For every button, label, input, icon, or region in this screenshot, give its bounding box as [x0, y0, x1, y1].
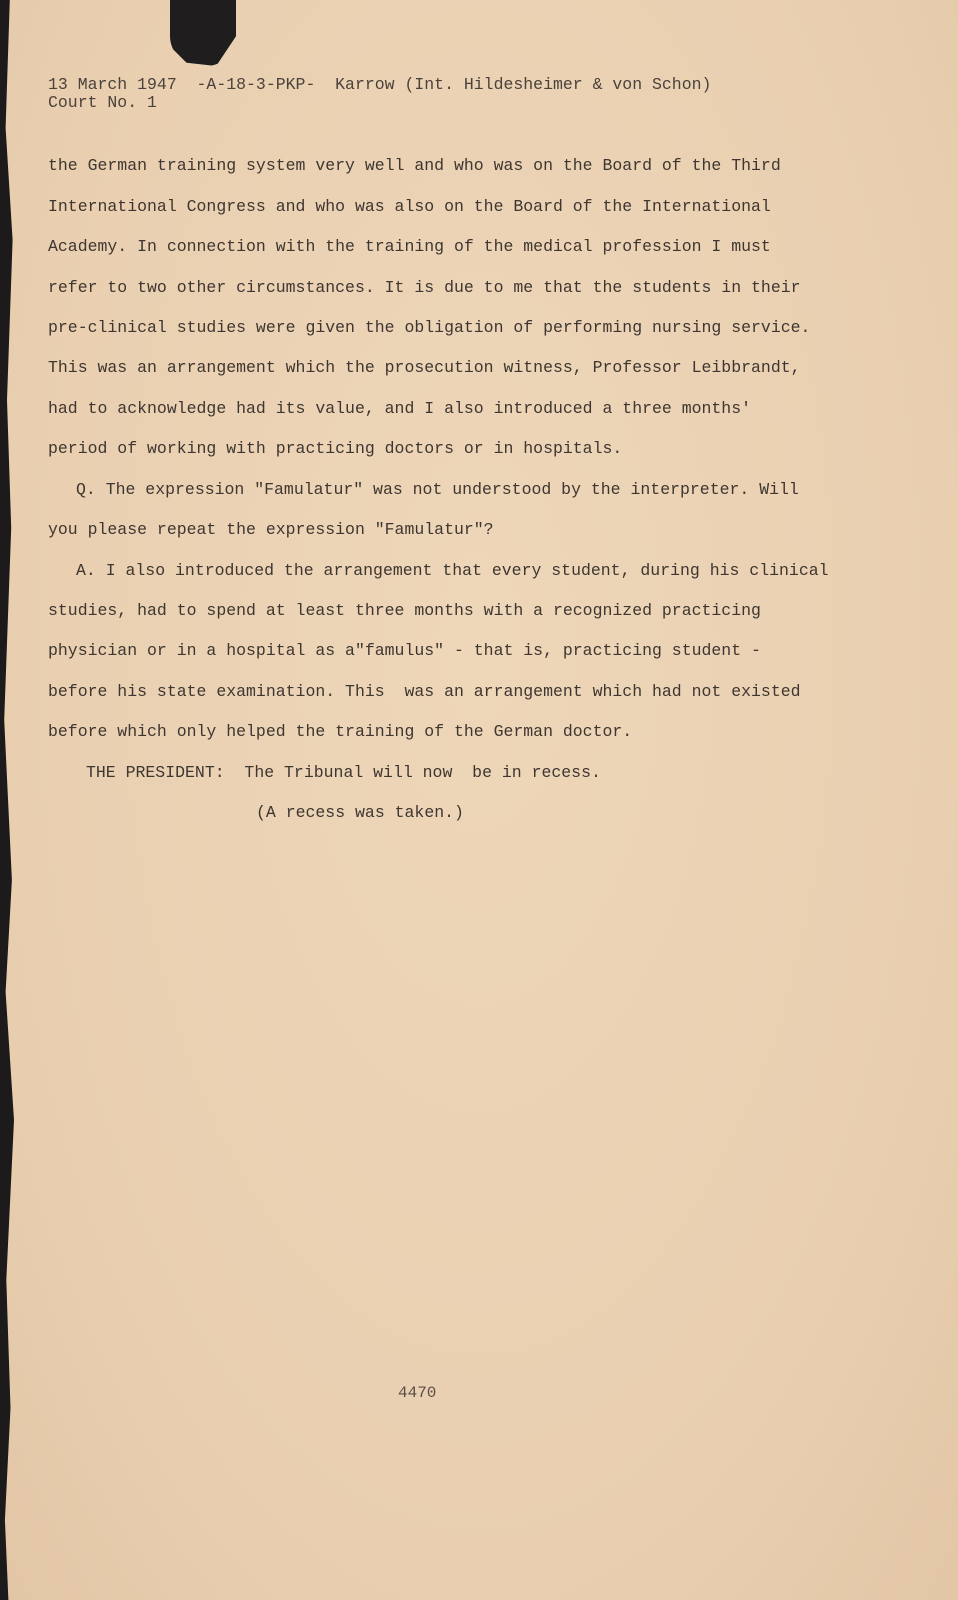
body-line: refer to two other circumstances. It is due to me that the students in their	[48, 278, 801, 297]
question-line: you please repeat the expression "Famulatur"?	[48, 520, 494, 539]
president-statement: THE PRESIDENT: The Tribunal will now be in recess.	[86, 763, 601, 782]
question-line: Q. The expression "Famulatur" was not understood by the interpreter. Will	[76, 480, 799, 499]
body-line: Academy. In connection with the training of the medical profession I must	[48, 237, 771, 256]
answer-line: A. I also introduced the arrangement that every student, during his clinical	[76, 561, 829, 580]
recess-note: (A recess was taken.)	[256, 803, 464, 822]
answer-line: before his state examination. This was an arrangement which had not existed	[48, 682, 801, 701]
answer-line: studies, had to spend at least three months with a recognized practicing	[48, 601, 761, 620]
answer-line: before which only helped the training of the German doctor.	[48, 722, 633, 741]
binding-tab-mark	[170, 0, 236, 66]
header-line-court: Court No. 1	[48, 93, 157, 112]
answer-line: physician or in a hospital as a"famulus" - that is, practicing student -	[48, 641, 761, 660]
body-line: pre-clinical studies were given the obligation of performing nursing service.	[48, 318, 811, 337]
body-line: This was an arrangement which the prosecution witness, Professor Leibbrandt,	[48, 358, 801, 377]
torn-left-edge	[0, 0, 14, 1600]
body-line: had to acknowledge had its value, and I also introduced a three months'	[48, 399, 752, 418]
page-number: 4470	[398, 1384, 437, 1402]
body-line: the German training system very well and who was on the Board of the Third	[48, 156, 781, 175]
body-line: period of working with practicing doctors or in hospitals.	[48, 439, 623, 458]
body-line: International Congress and who was also on the Board of the International	[48, 197, 771, 216]
header-line-date-reference: 13 March 1947 -A-18-3-PKP- Karrow (Int. Hildesheimer & von Schon)	[48, 75, 712, 94]
